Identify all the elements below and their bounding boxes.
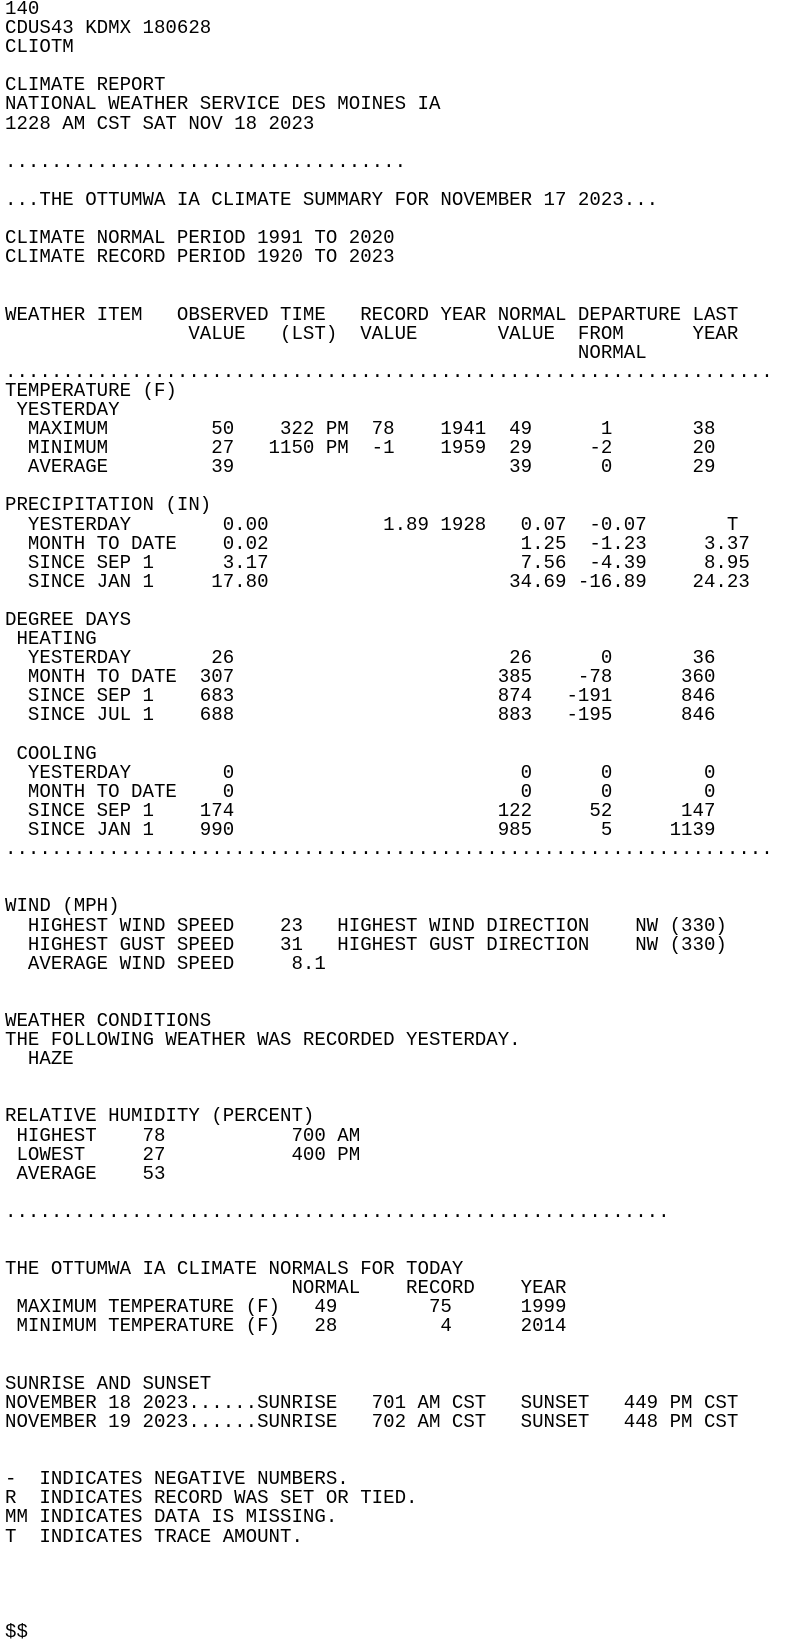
report-line: WEATHER CONDITIONS — [5, 1009, 212, 1032]
report-line: YESTERDAY 0.00 1.89 1928 0.07 -0.07 T — [5, 513, 739, 536]
report-line — [5, 1547, 810, 1566]
report-line — [5, 1222, 810, 1241]
report-line — [5, 267, 810, 286]
report-line: VALUE (LST) VALUE VALUE FROM YEAR — [5, 322, 739, 345]
report-line: HIGHEST GUST SPEED 31 HIGHEST GUST DIRECTION NW (330) — [5, 933, 727, 956]
report-line: MAXIMUM TEMPERATURE (F) 49 75 1999 — [5, 1296, 567, 1319]
report-line: NOVEMBER 19 2023......SUNRISE 702 AM CST SUNSET 448 PM CST — [5, 1410, 739, 1433]
report-line — [5, 1069, 810, 1088]
report-line: - INDICATES NEGATIVE NUMBERS. — [5, 1468, 349, 1491]
report-line: SINCE SEP 1 3.17 7.56 -4.39 8.95 — [5, 551, 750, 574]
report-line: WIND (MPH) — [5, 895, 120, 918]
report-line: MM INDICATES DATA IS MISSING. — [5, 1506, 338, 1529]
report-line: SINCE JUL 1 688 883 -195 846 — [5, 704, 716, 727]
report-line: RELATIVE HUMIDITY (PERCENT) — [5, 1105, 315, 1128]
report-line: YESTERDAY 26 26 0 36 — [5, 647, 716, 670]
report-line: NORMAL — [5, 341, 647, 364]
report-line: MAXIMUM 50 322 PM 78 1941 49 1 38 — [5, 418, 716, 441]
report-line: AVERAGE 39 39 0 29 — [5, 456, 716, 479]
report-line — [5, 974, 810, 993]
report-line — [5, 1432, 810, 1451]
report-line: ................................................................... — [5, 838, 773, 861]
report-line: ................................................................... — [5, 360, 773, 383]
report-line: SINCE SEP 1 683 874 -191 846 — [5, 685, 716, 708]
report-line: SINCE JAN 1 990 985 5 1139 — [5, 819, 716, 842]
report-line — [5, 1337, 810, 1356]
report-line: CLIMATE REPORT — [5, 74, 166, 97]
report-line: MINIMUM TEMPERATURE (F) 28 4 2014 — [5, 1315, 567, 1338]
report-line: CLIMATE NORMAL PERIOD 1991 TO 2020 — [5, 227, 395, 250]
report-line: CDUS43 KDMX 180628 — [5, 17, 212, 40]
report-line: SUNRISE AND SUNSET — [5, 1372, 212, 1395]
report-line: THE OTTUMWA IA CLIMATE NORMALS FOR TODAY — [5, 1258, 464, 1281]
report-line: NOVEMBER 18 2023......SUNRISE 701 AM CST SUNSET 449 PM CST — [5, 1391, 739, 1414]
report-line: NORMAL RECORD YEAR — [5, 1277, 567, 1300]
report-line — [5, 1356, 810, 1375]
report-line: SINCE SEP 1 174 122 52 147 — [5, 799, 716, 822]
report-line: WEATHER ITEM OBSERVED TIME RECORD YEAR NORMAL DEPARTURE LAST — [5, 303, 739, 326]
report-line — [5, 859, 810, 878]
report-line: SINCE JAN 1 17.80 34.69 -16.89 24.23 — [5, 570, 750, 593]
report-line: HIGHEST 78 700 AM — [5, 1124, 361, 1147]
report-line: 140 — [5, 0, 40, 20]
report-line: R INDICATES RECORD WAS SET OR TIED. — [5, 1487, 418, 1510]
report-line: COOLING — [5, 742, 97, 765]
report-line — [5, 726, 810, 745]
report-line: AVERAGE WIND SPEED 8.1 — [5, 952, 326, 975]
report-line: CLIOTM — [5, 36, 74, 59]
report-line: MONTH TO DATE 0 0 0 0 — [5, 780, 716, 803]
report-line: MONTH TO DATE 307 385 -78 360 — [5, 666, 716, 689]
report-line: DEGREE DAYS — [5, 609, 132, 631]
report-line — [5, 1566, 810, 1585]
report-line: YESTERDAY — [5, 398, 120, 421]
report-line: T INDICATES TRACE AMOUNT. — [5, 1525, 303, 1548]
report-line: HIGHEST WIND SPEED 23 HIGHEST WIND DIRECTION NW (330) — [5, 914, 727, 937]
report-line: AVERAGE 53 — [5, 1162, 166, 1185]
report-line: MONTH TO DATE 0.02 1.25 -1.23 3.37 — [5, 532, 750, 555]
report-line: MINIMUM 27 1150 PM -1 1959 29 -2 20 — [5, 437, 716, 460]
report-line: .......................................................... — [5, 1200, 670, 1223]
report-line: LOWEST 27 400 PM — [5, 1143, 361, 1166]
report-line: CLIMATE RECORD PERIOD 1920 TO 2023 — [5, 246, 395, 269]
report-line: THE FOLLOWING WEATHER WAS RECORDED YESTERDAY. — [5, 1029, 521, 1052]
report-line: ................................... — [5, 150, 407, 173]
report-line — [5, 134, 810, 153]
report-line — [5, 286, 810, 305]
report-line: HAZE — [5, 1048, 74, 1071]
report-line: $$ — [5, 1620, 28, 1643]
report-line: YESTERDAY 0 0 0 0 — [5, 761, 716, 784]
report-line — [5, 1604, 810, 1623]
report-line — [5, 1585, 810, 1604]
report-line: 1228 AM CST SAT NOV 18 2023 — [5, 112, 315, 135]
report-line: ...THE OTTUMWA IA CLIMATE SUMMARY FOR NOVEMBER 17 2023... — [5, 188, 659, 211]
report-line: TEMPERATURE (F) — [5, 379, 177, 402]
report-line: NATIONAL WEATHER SERVICE DES MOINES IA — [5, 93, 441, 116]
report-line: HEATING — [5, 628, 97, 651]
report-line — [5, 878, 810, 897]
report-line: PRECIPITATION (IN) — [5, 494, 212, 517]
